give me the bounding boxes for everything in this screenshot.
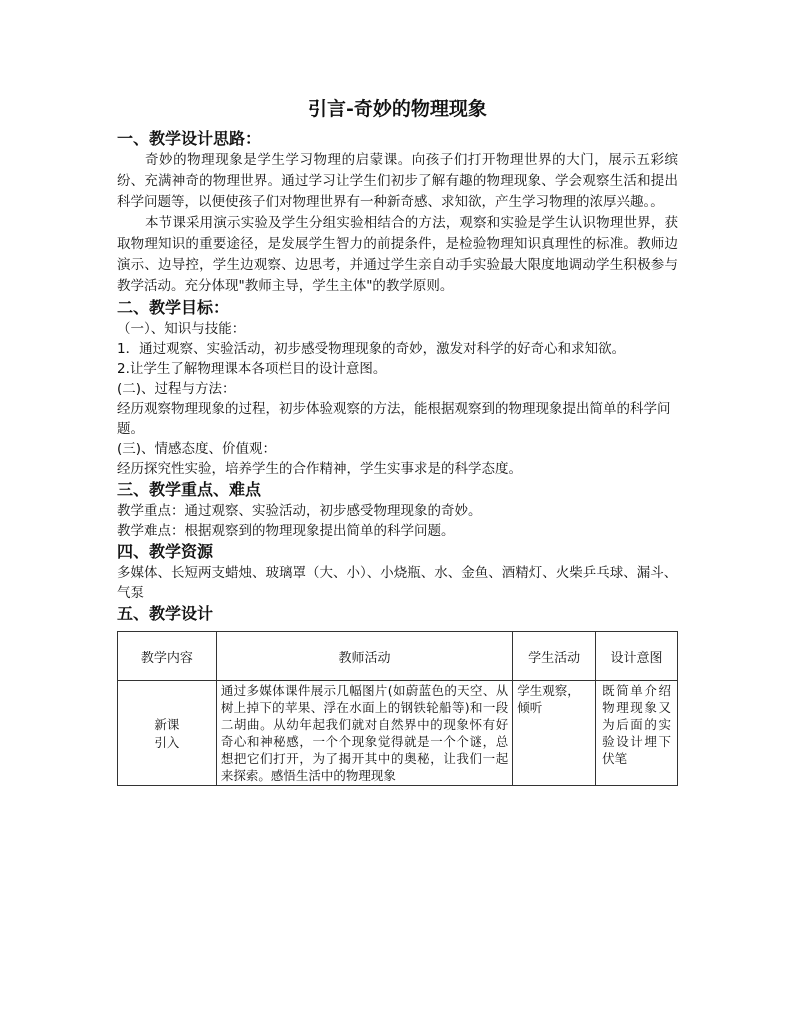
cell-content: 新课 引入 (118, 681, 217, 786)
goal-item: 2.让学生了解物理课本各项栏目的设计意图。 (117, 361, 387, 377)
key-point: 教学重点：通过观察、实验活动，初步感受物理现象的奇妙。 (117, 503, 482, 519)
column-header: 设计意图 (596, 632, 678, 681)
subheading: (三)、情感态度、价值观： (117, 441, 277, 457)
section-heading: 一、教学设计思路： (117, 129, 262, 148)
section-design-idea (117, 128, 678, 297)
section-teaching-design (117, 603, 678, 786)
section-heading: 四、教学资源 (117, 542, 214, 561)
subheading: (二)、过程与方法： (117, 381, 236, 397)
goal-item: 1．通过观察、实验活动，初步感受物理现象的奇妙，激发对科学的好奇心和求知欲。 (117, 341, 626, 357)
paragraph: 奇妙的物理现象是学生学习物理的启蒙课。向孩子们打开物理世界的大门，展示五彩缤纷、充满神奇的物理世界。通过学习让学生们初步了解有趣的物理现象、学会观察生活和提出科学问题等，以便使孩子们对物理世界有一种新奇感、求知欲，产生学习物理的浓厚兴趣。。 (117, 152, 678, 210)
section-heading: 三、教学重点、难点 (117, 480, 262, 499)
cell-teacher-activity: 通过多媒体课件展示几幅图片(如蔚蓝色的天空、从树上掉下的苹果、浮在水面上的钢铁轮船等)和一段二胡曲。从幼年起我们就对自然界中的现象怀有好奇心和神秘感，一个个现象觉得就是一个个谜，总想把它们打开，为了揭开其中的奥秘，让我们一起来探索。感悟生活中的物理现象 (216, 681, 512, 786)
subheading: （一）、知识与技能： (117, 321, 246, 337)
goal-item: 经历观察物理现象的过程，初步体验观察的方法，能根据观察到的物理现象提出简单的科学问题。 (117, 401, 671, 437)
resource-list: 多媒体、长短两支蜡烛、玻璃罩（大、小）、小烧瓶、水、金鱼、酒精灯、火柴乒乓球、漏斗、气泵 (117, 565, 678, 601)
cell-student-activity: 学生观察，倾听 (513, 681, 596, 786)
section-resources (117, 541, 678, 603)
column-header: 教师活动 (216, 632, 512, 681)
column-header: 教学内容 (118, 632, 217, 681)
section-teaching-goals (117, 297, 678, 479)
column-header: 学生活动 (513, 632, 596, 681)
document-page (117, 96, 678, 786)
cell-design-intent: 既简单介绍物理现象又为后面的实验设计埋下伏笔 (596, 681, 678, 786)
section-key-points (117, 479, 678, 541)
table-header-row (118, 632, 678, 681)
table-row (118, 681, 678, 786)
goal-item: 经历探究性实验，培养学生的合作精神，学生实事求是的科学态度。 (117, 461, 522, 477)
document-title: 引言-奇妙的物理现象 (308, 98, 487, 120)
section-heading: 五、教学设计 (117, 604, 214, 623)
design-table (117, 631, 678, 786)
paragraph: 本节课采用演示实验及学生分组实验相结合的方法，观察和实验是学生认识物理世界，获取物理知识的重要途径，是发展学生智力的前提条件，是检验物理知识真理性的标准。教师边演示、边导控，学生边观察、边思考，并通过学生亲自动手实验最大限度地调动学生积极参与教学活动。充分体现"教师主导，学生主体"的教学原则。 (117, 215, 678, 294)
section-heading: 二、教学目标： (117, 298, 230, 317)
difficult-point: 教学难点：根据观察到的物理现象提出简单的科学问题。 (117, 523, 455, 539)
